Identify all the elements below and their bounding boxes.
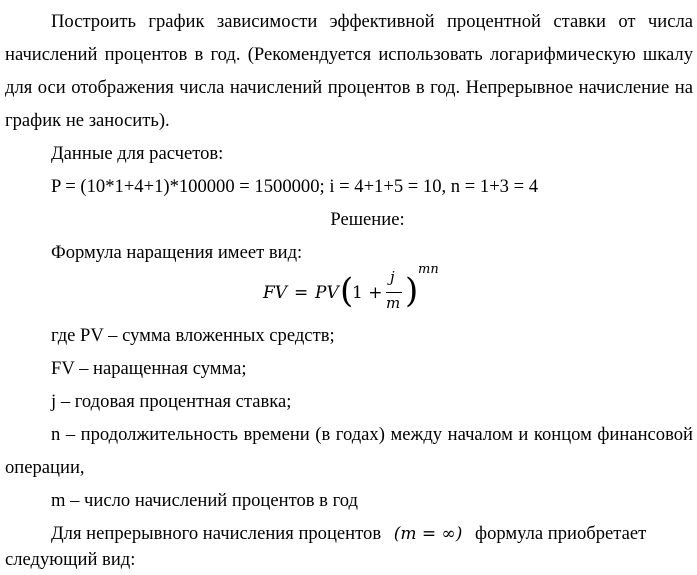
continuous-math: (m = ∞) (393, 524, 463, 544)
solution-heading-text: Решение: (330, 209, 405, 230)
formula-numerator: j (390, 268, 395, 286)
continuous-text-line-2: следующий вид: (5, 549, 136, 570)
formula-exponent: mn (418, 262, 439, 277)
formula-one-plus: 1 + (352, 283, 383, 303)
definition-n-line-2: операции, (5, 457, 85, 478)
task-text-line-2: начислений процентов в год. (Рекомендуется использовать логарифмическую шкалу (5, 44, 693, 65)
given-heading: Данные для расчетов: (51, 143, 224, 164)
given-values: P = (10*1+4+1)*100000 = 1500000; i = 4+1+5 = 10, n = 1+3 = 4 (51, 176, 539, 197)
formula-pv: PV (315, 283, 339, 303)
formula-paren-open: ( (340, 271, 354, 311)
definition-n-line-1: n – продолжительность времени (в годах) между началом и концом финансовой (51, 424, 693, 445)
task-text-line-3: для оси отображения числа начислений процентов в год. Непрерывное начисление на (5, 77, 693, 98)
formula-paren-close: ) (405, 271, 419, 311)
formula-fraction-bar (386, 292, 402, 293)
continuous-before: Для непрерывного начисления процентов (51, 523, 382, 544)
task-text-line-4: график не заносить). (5, 110, 170, 131)
task-text-line-1: Построить график зависимости эффективной процентной ставки от числа (51, 11, 693, 32)
continuous-after: формула приобретает (475, 523, 647, 544)
formula-denominator: m (386, 294, 401, 312)
definition-pv: где PV – сумма вложенных средств; (51, 325, 335, 346)
formula-intro: Формула наращения имеет вид: (51, 242, 303, 263)
definition-j: j – годовая процентная ставка; (51, 391, 292, 412)
formula-fv: FV (263, 283, 288, 303)
solution-heading (0, 205, 697, 235)
formula-equals: = (294, 283, 309, 303)
definition-fv: FV – наращенная сумма; (51, 358, 247, 379)
definition-m: m – число начислений процентов в год (51, 490, 358, 511)
